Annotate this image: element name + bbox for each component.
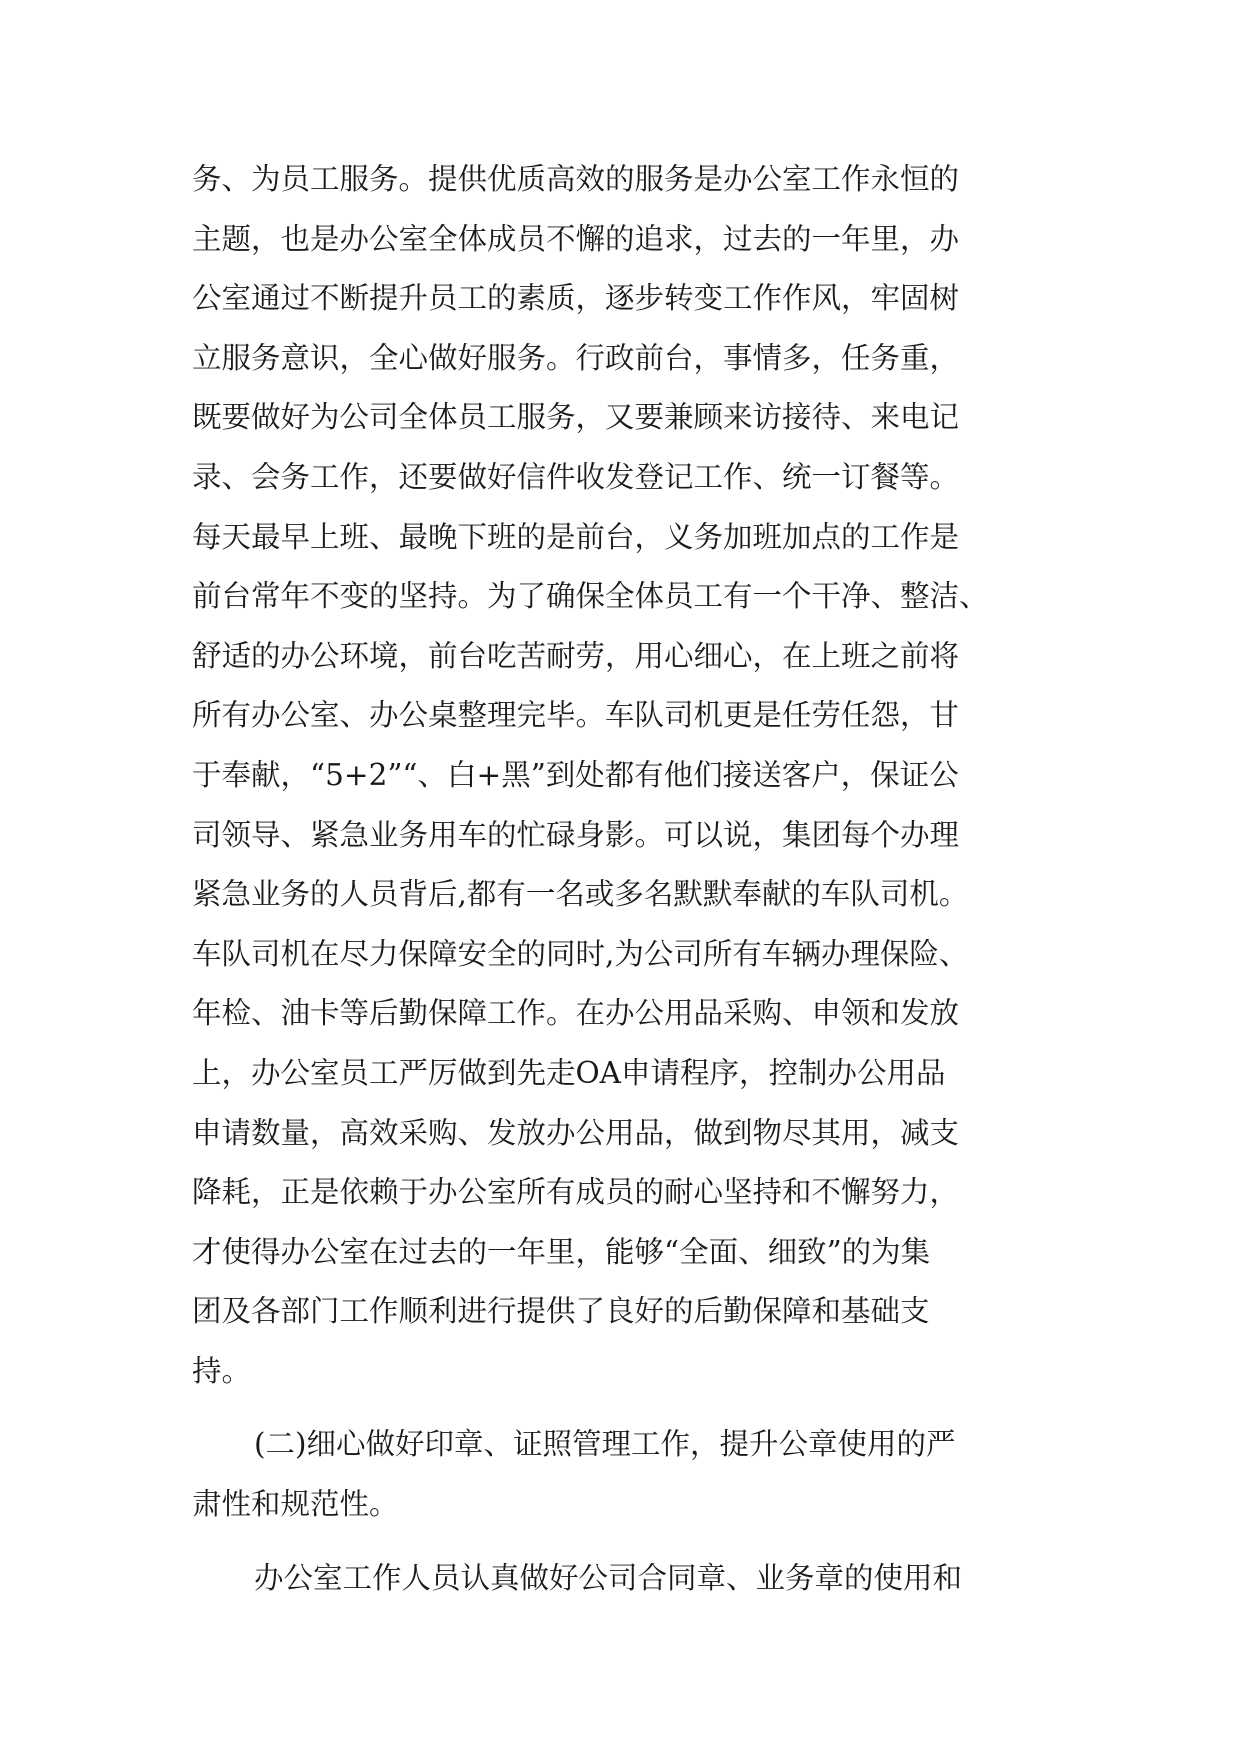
paragraph-line: 降耗，正是依赖于办公室所有成员的耐心坚持和不懈努力，	[192, 1175, 960, 1210]
paragraph-spacer	[192, 1535, 1072, 1549]
paragraph-line: 舒适的办公环境，前台吃苦耐劳，用心细心，在上班之前将	[192, 638, 960, 673]
document-body	[192, 150, 1072, 1608]
paragraph-line: 前台常年不变的坚持。为了确保全体员工有一个干净、整洁、	[192, 579, 989, 614]
paragraph-line: 公室通过不断提升员工的素质，逐步转变工作作风，牢固树	[192, 281, 960, 316]
heading-line: 肃性和规范性。	[192, 1487, 399, 1522]
body-paragraph	[192, 1549, 1072, 1609]
paragraph-line: 才使得办公室在过去的一年里，能够“全面、细致”的为集	[192, 1234, 931, 1269]
paragraph-line: 录、会务工作，还要做好信件收发登记工作、统一订餐等。	[192, 459, 960, 494]
paragraph-spacer	[192, 1401, 1072, 1415]
paragraph-line: 紧急业务的人员背后,都有一名或多名默默奉献的车队司机。	[192, 877, 969, 912]
paragraph-line: 持。	[192, 1353, 252, 1388]
paragraph-line: 年检、油卡等后勤保障工作。在办公用品采购、申领和发放	[192, 996, 960, 1031]
paragraph-line: 上，办公室员工严厉做到先走OA申请程序，控制办公用品	[192, 1055, 946, 1090]
paragraph-line: 既要做好为公司全体员工服务，又要兼顾来访接待、来电记	[192, 400, 960, 435]
section-heading	[192, 1415, 1072, 1534]
heading-line: (二)细心做好印章、证照管理工作，提升公章使用的严	[254, 1427, 956, 1462]
paragraph-line: 团及各部门工作顺利进行提供了良好的后勤保障和基础支	[192, 1294, 930, 1329]
paragraph-line: 务、为员工服务。提供优质高效的服务是办公室工作永恒的	[192, 162, 960, 196]
paragraph-line: 申请数量，高效采购、发放办公用品，做到物尽其用，减支	[192, 1115, 960, 1150]
paragraph-line: 司领导、紧急业务用车的忙碌身影。可以说，集团每个办理	[192, 817, 960, 852]
paragraph-line: 所有办公室、办公桌整理完毕。车队司机更是任劳任怨，甘	[192, 698, 960, 733]
paragraph-line: 办公室工作人员认真做好公司合同章、业务章的使用和	[254, 1560, 963, 1595]
paragraph-line: 每天最早上班、最晚下班的是前台，义务加班加点的工作是	[192, 519, 960, 554]
paragraph-line: 于奉献，“5+2”“、白+黑”到处都有他们接送客户，保证公	[192, 757, 959, 792]
paragraph-line: 主题，也是办公室全体成员不懈的追求，过去的一年里，办	[192, 221, 960, 256]
paragraph-line: 车队司机在尽力保障安全的同时,为公司所有车辆办理保险、	[192, 936, 969, 971]
body-paragraph	[192, 150, 1072, 1401]
paragraph-line: 立服务意识，全心做好服务。行政前台，事情多，任务重，	[192, 340, 960, 375]
